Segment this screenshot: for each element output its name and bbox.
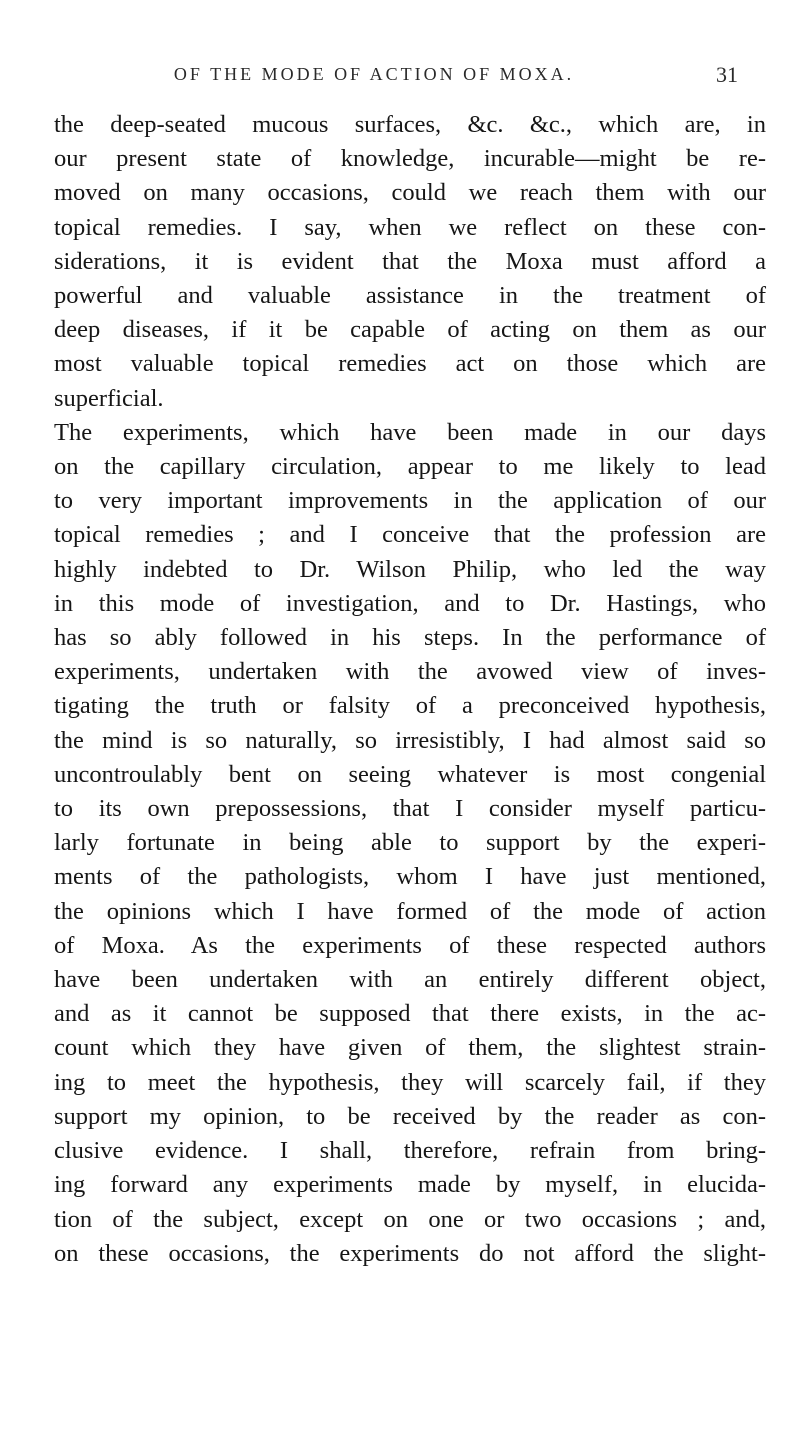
text-line: our present state of knowledge, incurable—might be re- [54,145,766,173]
text-line: topical remedies ; and I conceive that the profession are [54,521,766,549]
text-line: to very important improvements in the application of our [54,487,766,515]
text-line: clusive evidence. I shall, therefore, refrain from bring- [54,1137,766,1165]
text-line: deep diseases, if it be capable of acting on them as our [54,316,766,344]
text-line: moved on many occasions, could we reach them with our [54,179,766,207]
running-title: OF THE MODE OF ACTION OF MOXA. [173,64,575,84]
text-line: uncontroulably bent on seeing whatever is most congenial [54,760,766,788]
text-line: of Moxa. As the experiments of these respected authors [54,931,766,959]
page-number: 31 [716,62,738,87]
text-line: larly fortunate in being able to support by the experi- [54,829,766,857]
text-line: ments of the pathologists, whom I have just mentioned, [54,863,766,891]
text-line: ing to meet the hypothesis, they will scarcely fail, if they [54,1068,766,1096]
text-line: in this mode of investigation, and to Dr. Hastings, who [54,589,766,617]
text-line: have been undertaken with an entirely different object, [54,966,766,994]
text-line: superficial. [54,384,164,412]
text-line: support my opinion, to be received by the reader as con- [54,1102,766,1130]
text-line: The experiments, which have been made in our days [54,418,766,446]
text-line: has so ably followed in his steps. In the performance of [54,624,766,652]
text-line: siderations, it is evident that the Moxa must afford a [54,247,766,275]
text-line: and as it cannot be supposed that there exists, in the ac- [54,1000,766,1028]
text-line: the mind is so naturally, so irresistibly, I had almost said so [54,726,766,754]
running-head [96,64,766,94]
text-line: topical remedies. I say, when we reflect on these con- [54,213,766,241]
text-line: most valuable topical remedies act on those which are [54,350,766,378]
text-line: on the capillary circulation, appear to me likely to lead [54,453,766,481]
text-line: tigating the truth or falsity of a preconceived hypothesis, [54,692,766,720]
text-line: the deep-seated mucous surfaces, &c. &c., which are, in [54,111,766,138]
text-line: to its own prepossessions, that I consider myself particu- [54,795,766,823]
text-line: experiments, undertaken with the avowed view of inves- [54,658,766,686]
text-line: highly indebted to Dr. Wilson Philip, who led the way [54,555,766,583]
text-line: count which they have given of them, the slightest strain- [54,1034,766,1062]
text-line: on these occasions, the experiments do not afford the slight- [54,1239,766,1267]
body-text [54,108,766,1271]
text-line: tion of the subject, except on one or two occasions ; and, [54,1205,766,1233]
text-line: powerful and valuable assistance in the treatment of [54,282,766,310]
text-line: the opinions which I have formed of the mode of action [54,897,766,925]
text-line: ing forward any experiments made by myself, in elucida- [54,1171,766,1199]
